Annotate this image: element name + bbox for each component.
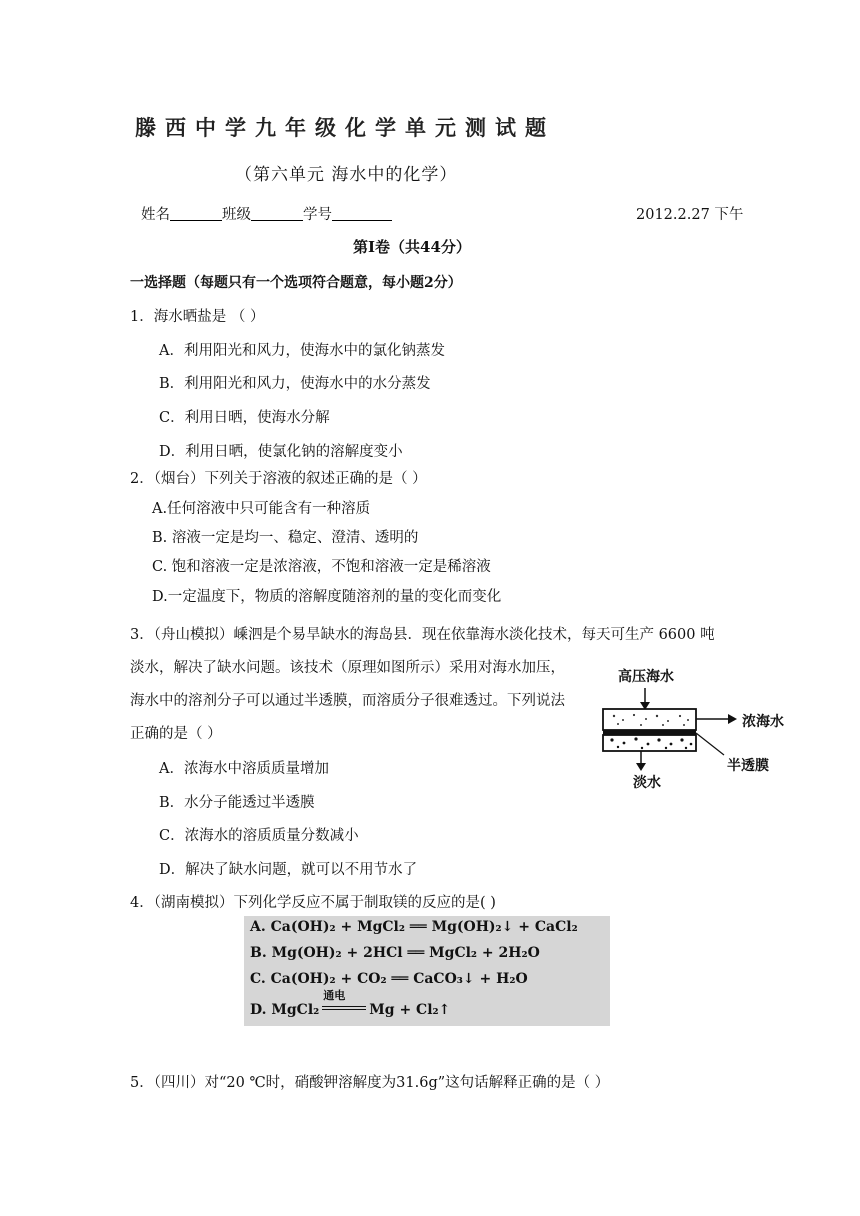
- equation-option-d[interactable]: [250, 989, 451, 1018]
- diagram-label-semipermeable-membrane: 半透膜: [727, 758, 769, 774]
- question-3-stem-line-4: 正确的是（ ）: [130, 726, 222, 742]
- number-label: 学号: [303, 207, 332, 223]
- name-blank[interactable]: [170, 205, 222, 221]
- equation-option-b[interactable]: B. Mg(OH)₂ + 2HCl ══ MgCl₂ + 2H₂O: [250, 945, 540, 961]
- question-2-option-d[interactable]: D.一定温度下，物质的溶解度随溶剂的量的变化而变化: [152, 589, 502, 605]
- equation-d-products: Mg + Cl₂↑: [369, 1002, 451, 1018]
- question-1-option-c[interactable]: C．利用日晒，使海水分解: [159, 410, 330, 426]
- question-2-option-a[interactable]: A.任何溶液中只可能含有一种溶质: [152, 501, 371, 517]
- question-2-option-b[interactable]: B. 溶液一定是均一、稳定、澄清、透明的: [152, 530, 419, 546]
- equation-d-reactant: D. MgCl₂: [250, 1002, 320, 1018]
- page-title: 滕西中学九年级化学单元测试题: [135, 115, 555, 140]
- desalination-diagram: [596, 664, 796, 794]
- student-info: [141, 203, 392, 224]
- question-3-option-a[interactable]: A．浓海水中溶质质量增加: [159, 761, 329, 777]
- diagram-label-high-pressure-seawater: 高压海水: [618, 669, 674, 685]
- question-1-option-d[interactable]: D．利用日晒，使氯化钠的溶解度变小: [159, 444, 403, 460]
- question-2-option-c[interactable]: C. 饱和溶液一定是浓溶液，不饱和溶液一定是稀溶液: [152, 559, 491, 575]
- class-label: 班级: [222, 207, 251, 223]
- equation-option-c[interactable]: C. Ca(OH)₂ + CO₂ ══ CaCO₃↓ + H₂O: [250, 971, 528, 987]
- equation-options-box: [244, 916, 610, 1026]
- electrolysis-condition: [319, 989, 369, 1018]
- question-1-option-b[interactable]: B．利用阳光和风力，使海水中的水分蒸发: [159, 376, 431, 392]
- question-3-stem-line-3: 海水中的溶剂分子可以通过半透膜，而溶质分子很难透过。下列说法: [130, 693, 565, 709]
- exam-date: 2012.2.27 下午: [636, 207, 744, 223]
- question-3-option-d[interactable]: D．解决了缺水问题，就可以不用节水了: [159, 862, 418, 878]
- equation-option-a[interactable]: A. Ca(OH)₂ + MgCl₂ ══ Mg(OH)₂↓ + CaCl₂: [250, 919, 578, 935]
- equals-bar: [322, 1006, 366, 1010]
- name-label: 姓名: [141, 207, 170, 223]
- section-instruction: 一选择题（每题只有一个选项符合题意，每小题2分）: [130, 275, 462, 291]
- question-3-option-c[interactable]: C．浓海水的溶质质量分数减小: [159, 828, 359, 844]
- diagram-label-fresh-water: 淡水: [633, 775, 661, 791]
- question-5-stem: 5．（四川）对“20 ℃时，硝酸钾溶解度为31.6g”这句话解释正确的是（ ）: [130, 1075, 610, 1091]
- diagram-label-concentrated-seawater: 浓海水: [742, 714, 784, 730]
- question-1-option-a[interactable]: A．利用阳光和风力，使海水中的氯化钠蒸发: [159, 343, 445, 359]
- class-blank[interactable]: [251, 205, 303, 221]
- question-3-stem-line-2: 淡水，解决了缺水问题。该技术（原理如图所示）采用对海水加压，: [130, 660, 565, 676]
- question-3-option-b[interactable]: B．水分子能透过半透膜: [159, 795, 315, 811]
- number-blank[interactable]: [332, 205, 392, 221]
- question-1-stem: 1．海水晒盐是 （ ）: [130, 309, 265, 325]
- question-3-stem-line-1: 3．（舟山模拟）嵊泗是个易旱缺水的海岛县．现在依靠海水淡化技术，每天可生产 6600 吨: [130, 627, 715, 643]
- question-4-stem: 4．（湖南模拟）下列化学反应不属于制取镁的反应的是( ): [130, 895, 496, 911]
- section-title: 第Ⅰ卷（共44分）: [353, 238, 471, 256]
- question-2-stem: 2．（烟台）下列关于溶液的叙述正确的是（ ）: [130, 471, 427, 487]
- condition-text: 通电: [323, 989, 346, 1002]
- page-subtitle: （第六单元 海水中的化学）: [235, 165, 458, 185]
